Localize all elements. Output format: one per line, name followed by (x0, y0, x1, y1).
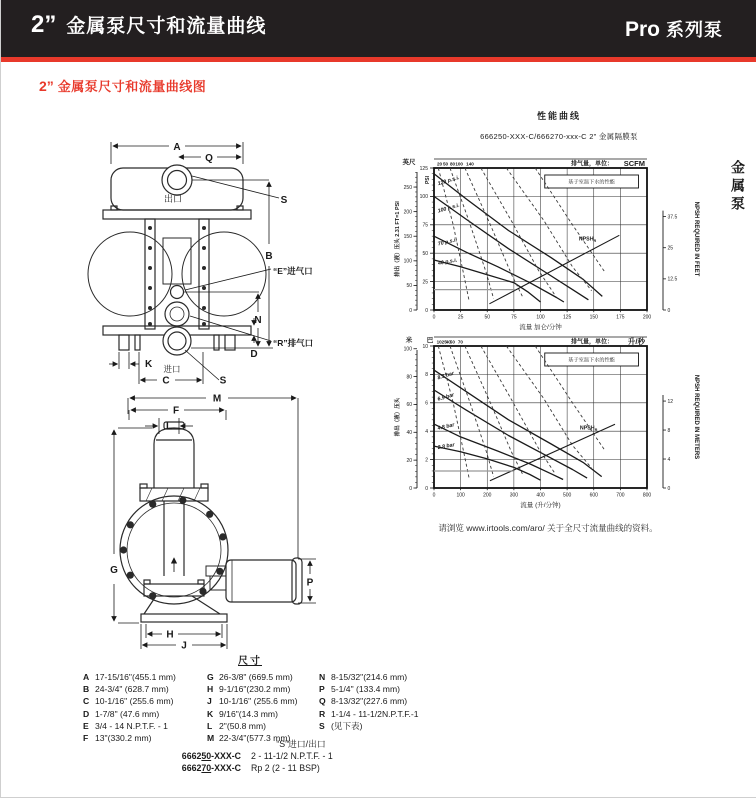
chart-title: 性能曲线 (536, 111, 581, 121)
performance-chart-lps (389, 327, 729, 522)
chart-subtitle: 666250-XXX-C/666270-xxx-C 2” 金属隔膜泵 (480, 132, 638, 141)
svg-text:40 p.s.i.: 40 p.s.i. (437, 257, 458, 267)
dim-row: D 1-7/8" (47.6 mm) (83, 708, 160, 719)
chart-head (389, 105, 729, 153)
svg-text:75: 75 (511, 314, 517, 321)
dim-label-b: B (265, 251, 273, 262)
dim-row: M 22-3/4"(577.3 mm) (207, 733, 291, 744)
svg-text:米: 米 (405, 337, 413, 344)
svg-text:50: 50 (422, 251, 428, 257)
dim-label-h: H (166, 629, 174, 641)
accent-rule (1, 57, 756, 62)
svg-text:排出（液）压头 2.31 FT=1 PSI: 排出（液）压头 2.31 FT=1 PSI (395, 201, 401, 277)
svg-text:0: 0 (667, 307, 671, 314)
header-bar (1, 0, 756, 57)
svg-text:8.3 bar: 8.3 bar (436, 370, 455, 382)
svg-text:70: 70 (457, 339, 463, 345)
dim-row: J 10-1/16" (255.6 mm) (207, 696, 298, 707)
page-title-text: 金属泵尺寸和流量曲线 (66, 16, 267, 37)
svg-text:100: 100 (455, 161, 463, 167)
dimensions-grid (83, 671, 417, 744)
svg-text:600: 600 (589, 492, 598, 499)
svg-text:125: 125 (419, 165, 428, 172)
svg-text:6: 6 (425, 400, 428, 407)
dim-label-p: P (306, 577, 314, 589)
svg-text:流量 加仑/分钟: 流量 加仑/分钟 (519, 324, 562, 331)
svg-text:175: 175 (616, 314, 625, 321)
svg-text:140: 140 (466, 161, 474, 167)
svg-text:125: 125 (562, 314, 572, 321)
svg-text:0: 0 (432, 492, 436, 499)
product-suffix: 系列泵 (666, 20, 723, 40)
svg-text:50: 50 (484, 314, 491, 321)
dim-label-g: G (110, 565, 118, 576)
svg-text:50: 50 (406, 283, 412, 290)
svg-text:排气量，单位：: 排气量，单位： (570, 339, 613, 346)
svg-text:0: 0 (667, 485, 671, 492)
section-heading-size: 2” (39, 78, 54, 94)
dim-row: H 9-1/16"(230.2 mm) (207, 684, 291, 695)
dim-row: R 1-1/4 - 11-1/2N.P.T.F.-1 (319, 708, 419, 719)
dim-label-d: D (250, 349, 258, 360)
svg-text:80: 80 (449, 161, 456, 167)
dim-label-q: Q (205, 153, 213, 164)
svg-text:4.8 bar: 4.8 bar (437, 422, 456, 432)
svg-text:2: 2 (425, 457, 428, 464)
dim-row: E 3/4 - 14 N.P.T.F. - 1 (83, 720, 168, 731)
svg-text:10: 10 (422, 343, 428, 350)
dimensions-title: 尺寸 (238, 656, 262, 667)
dim-label-l: L (165, 421, 173, 433)
svg-text:20: 20 (436, 161, 443, 167)
dim-row: L 2"(50.8 mm) (207, 720, 266, 731)
svg-text:20: 20 (406, 457, 412, 464)
chart-lps-plot (389, 327, 729, 517)
svg-text:200: 200 (483, 492, 492, 499)
dim-label-j: J (181, 640, 187, 652)
svg-text:120 p.s.i.: 120 p.s.i. (437, 174, 461, 188)
svg-text:25: 25 (667, 245, 674, 252)
svg-text:基于室温下水的性能: 基于室温下水的性能 (568, 357, 615, 364)
svg-text:8: 8 (425, 372, 428, 379)
s-port-table (131, 737, 431, 775)
svg-text:700: 700 (616, 492, 625, 499)
page-title-size: 2” (31, 11, 57, 38)
svg-text:NPSHR: $NPSH_R$ (578, 236, 597, 244)
svg-text:基于室温下水的性能: 基于室温下水的性能 (568, 179, 615, 186)
svg-text:0: 0 (425, 485, 428, 492)
svg-text:37.5: 37.5 (667, 214, 678, 221)
svg-text:100: 100 (536, 314, 545, 321)
svg-text:80: 80 (406, 374, 412, 381)
svg-text:2.8 bar: 2.8 bar (437, 442, 456, 452)
chart-scfm-plot (389, 153, 729, 339)
svg-text:150: 150 (589, 314, 598, 321)
svg-text:0: 0 (409, 485, 412, 492)
dim-label-k: K (145, 359, 153, 370)
dim-row: B 24-3/4" (628.7 mm) (83, 684, 169, 695)
outlet-label: 出口 (163, 194, 183, 204)
s-port-row: 666250-XXX-C 2 - 11-1/2 N.P.T.F. - 1 (181, 751, 333, 761)
dim-label-m: M (212, 393, 222, 405)
page-title (31, 11, 266, 39)
inlet-label: 进口 (163, 364, 181, 374)
dim-label-a: A (173, 142, 181, 153)
svg-text:300: 300 (509, 492, 519, 499)
svg-text:200: 200 (403, 209, 412, 216)
svg-text:50: 50 (449, 339, 455, 345)
dim-row: S (见下表) (319, 720, 363, 731)
svg-text:250: 250 (403, 184, 412, 191)
flow-curves-url: www.irtools.com/aro/ (466, 523, 545, 533)
dim-row: K 9/16"(14.3 mm) (207, 708, 278, 719)
note-prefix: 请浏览 (438, 523, 464, 533)
dim-row: P 5-1/4" (133.4 mm) (319, 684, 400, 695)
s-port-row: 666270-XXX-C Rp 2 (2 - 11 BSP) (181, 762, 320, 773)
svg-text:排出（液）压头: 排出（液）压头 (395, 397, 401, 437)
dim-label-n: N (254, 315, 262, 326)
product-series-label (625, 16, 723, 42)
s-port-title: “S”进口/出口 (276, 739, 326, 749)
section-heading (39, 76, 206, 96)
dim-row: C 10-1/16" (255.6 mm) (83, 696, 174, 707)
performance-chart-scfm (389, 105, 729, 344)
svg-text:NPSHR: $NPSH_R$ (579, 425, 598, 432)
svg-text:25: 25 (441, 339, 447, 345)
dims-column (319, 671, 417, 744)
dim-label-s2: S (219, 375, 227, 387)
section-heading-text: 金属泵尺寸和流量曲线图 (57, 79, 207, 94)
dims-column (83, 671, 207, 744)
svg-text:100: 100 (403, 346, 412, 353)
svg-text:40: 40 (406, 430, 412, 437)
svg-text:0: 0 (432, 314, 436, 321)
svg-text:4: 4 (667, 456, 671, 463)
dim-row: A 17-15/16"(455.1 mm) (83, 672, 176, 682)
product-name: Pro (624, 18, 660, 41)
svg-text:英尺: 英尺 (402, 159, 416, 166)
note-suffix: 关于全尺寸流量曲线的资料。 (547, 523, 658, 533)
svg-text:150: 150 (403, 234, 412, 241)
s-port-rows (131, 751, 431, 775)
dim-label-s: S (280, 195, 288, 206)
svg-text:500: 500 (562, 492, 572, 499)
svg-text:排气量，单位：: 排气量，单位： (570, 161, 613, 168)
dim-row: N 8-15/32"(214.6 mm) (319, 672, 408, 682)
svg-text:400: 400 (536, 492, 545, 499)
dim-label-f: F (172, 405, 180, 417)
svg-text:0: 0 (425, 307, 428, 314)
svg-text:4: 4 (425, 429, 428, 435)
dim-row: Q 8-13/32"(227.6 mm) (319, 696, 408, 707)
svg-text:12.5: 12.5 (667, 276, 678, 283)
svg-text:25: 25 (457, 314, 464, 321)
dim-row: F 13"(330.2 mm) (83, 733, 152, 744)
svg-text:12: 12 (667, 398, 674, 405)
svg-text:25: 25 (422, 279, 428, 286)
flow-curve-note (393, 522, 703, 534)
svg-text:巴: 巴 (426, 337, 434, 344)
side-tab-metal-pump: 金属泵 (730, 160, 746, 214)
svg-text:75: 75 (422, 222, 428, 229)
dimensions-table (83, 652, 417, 744)
svg-text:100 p.s.i.: 100 p.s.i. (437, 202, 461, 215)
svg-text:NPSH REQUIRED IN FEET: NPSH REQUIRED IN FEET (693, 201, 699, 277)
svg-text:NPSH REQUIRED IN METERS: NPSH REQUIRED IN METERS (693, 374, 699, 460)
svg-text:100: 100 (456, 492, 465, 499)
dim-row: G 26-3/8" (669.5 mm) (207, 672, 293, 682)
svg-text:PSI: PSI (425, 175, 431, 185)
svg-text:70 p.s.i.: 70 p.s.i. (437, 237, 458, 248)
svg-text:10: 10 (436, 339, 442, 345)
svg-text:8: 8 (667, 427, 671, 434)
dim-label-c: C (162, 375, 170, 387)
dims-column (207, 671, 319, 744)
svg-text:800: 800 (642, 492, 652, 499)
svg-text:50: 50 (442, 161, 449, 167)
svg-text:升/秒: 升/秒 (627, 337, 645, 346)
exhaust-label: “R”排气口 (273, 338, 314, 348)
pump-side-view (86, 388, 386, 654)
svg-text:60: 60 (406, 402, 412, 409)
svg-text:流量 (升/分钟): 流量 (升/分钟) (520, 502, 561, 509)
svg-text:40: 40 (445, 339, 451, 345)
svg-text:SCFM: SCFM (623, 159, 645, 168)
svg-text:100: 100 (419, 194, 428, 201)
pump-front-view (73, 126, 383, 388)
air-inlet-label: “E”进气口 (273, 266, 313, 276)
svg-text:6.9 bar: 6.9 bar (436, 392, 455, 403)
svg-text:200: 200 (642, 314, 652, 321)
svg-text:0: 0 (409, 307, 412, 314)
svg-text:100: 100 (403, 258, 412, 265)
